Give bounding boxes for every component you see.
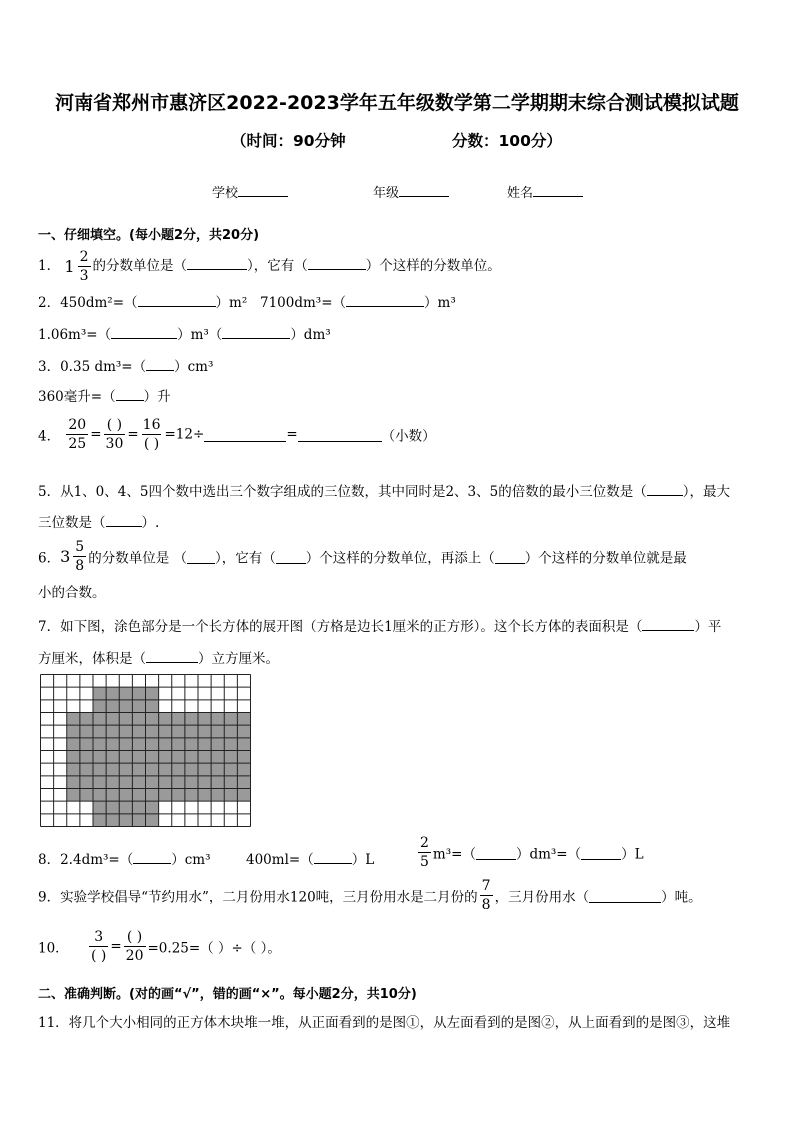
question-2-part-b: 7100dm³=（ ）m³: [260, 291, 456, 311]
fraction: $\frac{3}{( )}$: [90, 929, 107, 964]
question-7-line-2: 方厘米，体积是（ ）立方厘米。: [38, 647, 279, 667]
answer-blank[interactable]: [204, 427, 286, 442]
answer-blank[interactable]: [146, 648, 198, 663]
question-10: 10． $\frac{3}{( )}$ = $\frac{( )}{20}$ =0.25=（ ）÷（ ）。: [38, 929, 281, 964]
question-7: 7．如下图，涂色部分是一个长方体的展开图（方格是边长1厘米的正方形）。这个长方体的表面积是（ ）平: [38, 615, 721, 635]
question-8-part-c: $\frac{2}{5}$ m³=（ ）dm³=（ ）L: [420, 835, 644, 870]
name-field: [507, 182, 583, 201]
answer-blank[interactable]: [187, 255, 247, 270]
fraction: $\frac{16}{( )}$: [142, 417, 161, 452]
school-field: [212, 182, 288, 201]
question-8-part-b: 400ml=（ ）L: [246, 848, 374, 868]
answer-blank[interactable]: [276, 549, 306, 564]
question-5: 5．从1、0、4、5四个数中选出三个数字组成的三位数，其中同时是2、3、5的倍数的最小三位数是（ ），最大: [38, 480, 730, 500]
question-5-line-2: 三位数是（ ）.: [38, 511, 159, 531]
school-label: 学校: [212, 186, 239, 201]
answer-blank[interactable]: [298, 427, 382, 442]
cuboid-net-grid-figure: [40, 674, 251, 827]
section-2-heading: 二、准确判断。(对的画“√”，错的画“×”。每小题2分，共10分): [38, 987, 417, 1002]
answer-blank[interactable]: [314, 849, 352, 864]
fraction: $\frac{( )}{20}$: [125, 929, 144, 964]
question-8: 8．2.4dm³=（ ）cm³: [38, 848, 211, 868]
fraction: $\frac{2}{5}$: [420, 835, 429, 870]
question-6: 6． 3 $\frac{5}{8}$ 的分数单位是 （ ），它有（ ）个这样的分数单位，再添上（ ）个这样的分数单位就是最: [38, 539, 687, 574]
section-1-heading: 一、仔细填空。(每小题2分，共20分): [38, 228, 260, 243]
answer-blank[interactable]: [138, 292, 216, 307]
question-2: 2．450dm²=（ ）m²: [38, 291, 247, 311]
answer-blank[interactable]: [581, 845, 621, 860]
answer-blank[interactable]: [222, 324, 290, 339]
question-4: 4． $\frac{20}{25}$ = $\frac{( )}{30}$ = $\frac{16}{( )}$ =12÷ = （小数）: [38, 417, 436, 452]
question-1: 1． 1 $\frac{2}{3}$ 的分数单位是（ ），它有（ ）个这样的分数单位。: [38, 249, 501, 284]
mixed-number: 1 $\frac{2}{3}$: [64, 249, 89, 284]
answer-blank[interactable]: [111, 324, 177, 339]
answer-blank[interactable]: [642, 616, 694, 631]
answer-blank[interactable]: [187, 549, 215, 564]
exam-score: 分数：100分）: [452, 132, 562, 150]
answer-blank[interactable]: [476, 845, 516, 860]
name-label: 姓名: [507, 186, 534, 201]
grade-field: [373, 182, 449, 201]
school-blank[interactable]: [238, 182, 288, 197]
grade-label: 年级: [373, 186, 400, 201]
answer-blank[interactable]: [106, 512, 142, 527]
fraction: $\frac{( )}{30}$: [105, 417, 124, 452]
grade-blank[interactable]: [399, 182, 449, 197]
question-11: 11．将几个大小相同的正方体木块堆一堆，从正面看到的是图①，从左面看到的是图②，从上面看到的是图③，这堆: [38, 1015, 731, 1031]
fraction: $\frac{7}{8}$: [481, 878, 491, 913]
page-title: 河南省郑州市惠济区2022-2023学年五年级数学第二学期期末综合测试模拟试题: [55, 92, 739, 114]
answer-blank[interactable]: [589, 888, 661, 903]
answer-blank[interactable]: [116, 386, 144, 401]
answer-blank[interactable]: [647, 481, 683, 496]
answer-blank[interactable]: [495, 549, 525, 564]
grid-svg: [40, 674, 251, 827]
name-blank[interactable]: [533, 182, 583, 197]
question-3-line-2: 360毫升=（ ）升: [38, 385, 171, 405]
question-6-line-2: 小的合数。: [38, 585, 106, 601]
answer-blank[interactable]: [146, 356, 174, 371]
answer-blank[interactable]: [308, 255, 366, 270]
fraction: $\frac{20}{25}$: [68, 417, 87, 452]
question-9: 9．实验学校倡导“节约用水”，二月份用水120吨，三月份用水是二月份的 $\frac{7}{8}$ ，三月份用水（ ）吨。: [38, 878, 702, 913]
question-number: 1．: [38, 258, 61, 274]
question-2-line-2: 1.06m³=（ ）m³（ ）dm³: [38, 323, 331, 343]
mixed-number: 3 $\frac{5}{8}$: [60, 539, 85, 574]
exam-time: （时间：90分钟: [231, 132, 346, 150]
answer-blank[interactable]: [133, 849, 171, 864]
answer-blank[interactable]: [346, 292, 424, 307]
question-3: 3．0.35 dm³=（ ）cm³: [38, 355, 213, 375]
